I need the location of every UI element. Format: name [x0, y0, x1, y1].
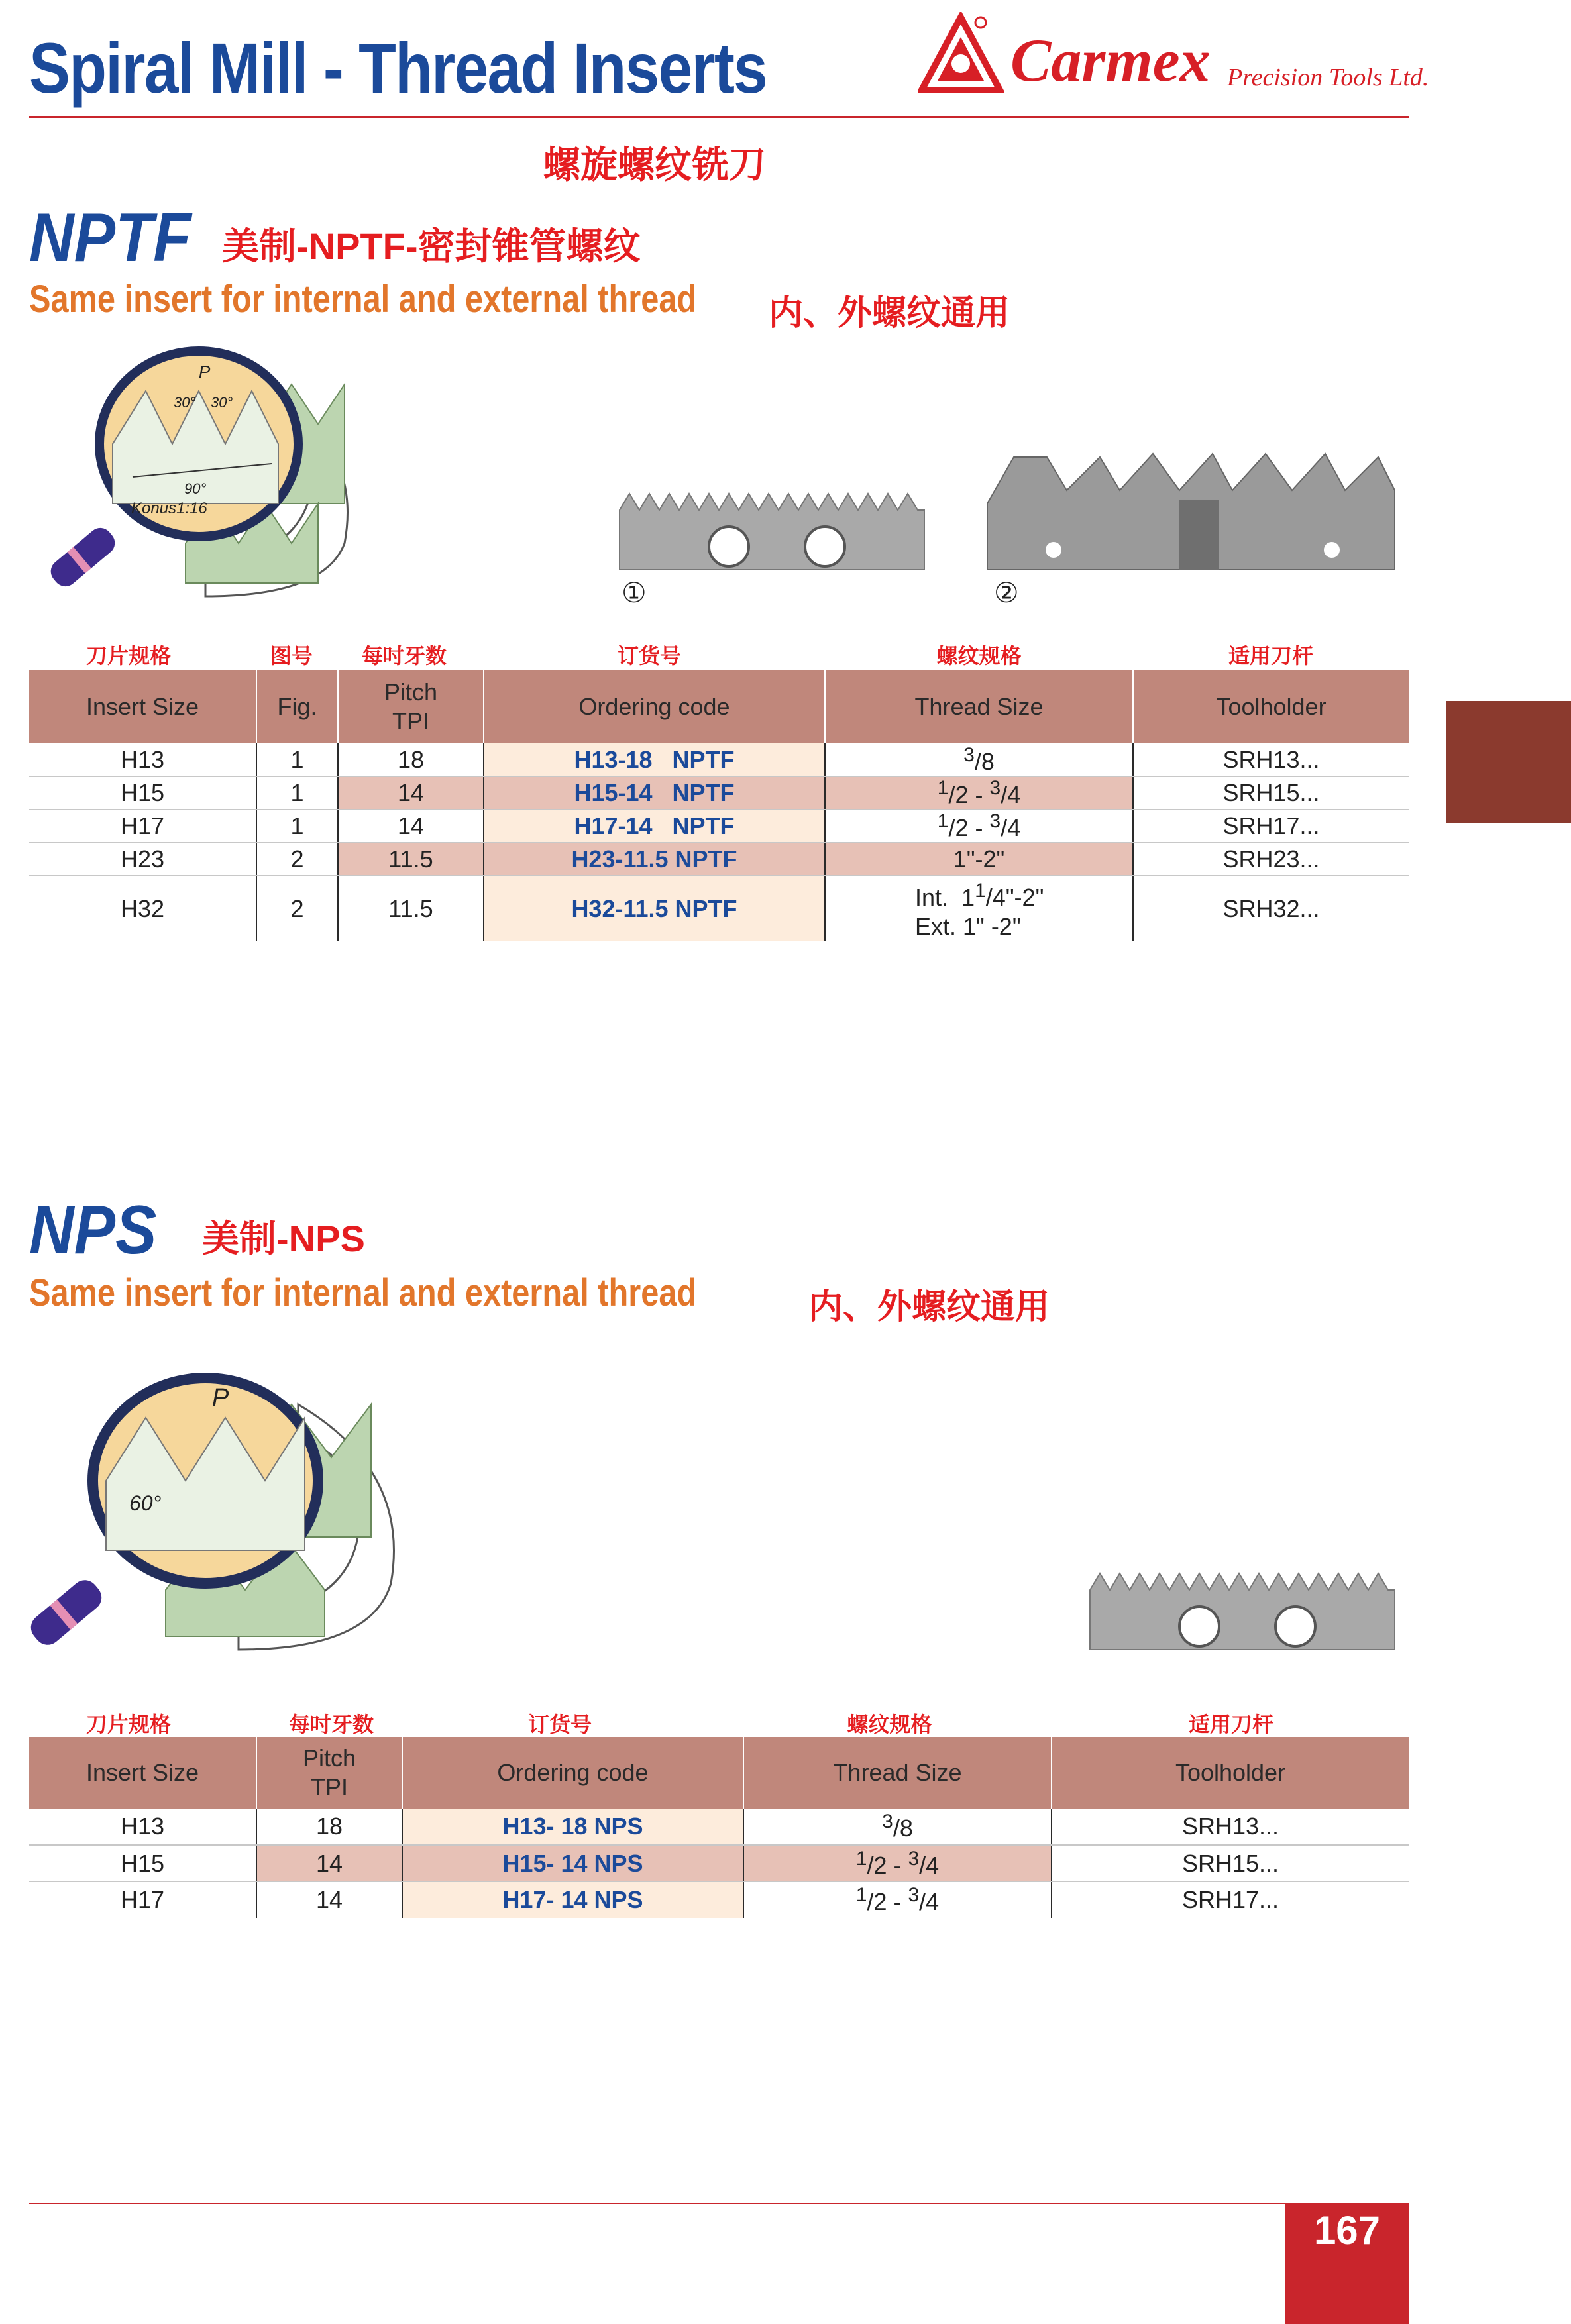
nps-series-title: NPS: [29, 1192, 157, 1269]
nptf-cell-code: H32-11.5 NPTF: [484, 876, 825, 941]
nptf-cell-thread: $^1$/2 - $^3$/4: [825, 810, 1133, 843]
nps-table: [29, 1737, 1409, 1918]
nps-cell-code: H17- 14 NPS: [402, 1881, 743, 1918]
nptf-diagram-angle-left: 30°: [174, 394, 196, 411]
nptf-diagram-angle-bottom: 90°: [184, 480, 207, 497]
table-row: [29, 876, 1409, 941]
nps-cell-tpi: 18: [256, 1809, 402, 1845]
nptf-th-pitch: Pitch: [384, 678, 438, 706]
table-row: [29, 1845, 1409, 1881]
nptf-table: [29, 670, 1409, 941]
nps-cell-holder: SRH13...: [1052, 1809, 1409, 1845]
page-number: 167: [1313, 2208, 1381, 2252]
nptf-cell-holder: SRH13...: [1133, 743, 1409, 776]
nps-cell-size: H15: [29, 1845, 256, 1881]
nptf-cell-tpi: 11.5: [338, 843, 484, 876]
nps-th-holder: Toolholder: [1052, 1737, 1409, 1809]
nptf-subtitle-cn: 内、外螺纹通用: [769, 294, 1010, 333]
section-tab: [1446, 701, 1571, 823]
nps-col-cn-thread: 螺纹规格: [847, 1713, 932, 1736]
nptf-cell-fig: 1: [256, 743, 338, 776]
nps-cell-code: H13- 18 NPS: [402, 1809, 743, 1845]
nptf-cell-tpi: 14: [338, 776, 484, 810]
nptf-col-cn-holder: 适用刀杆: [1228, 644, 1313, 668]
nptf-th-tpi: [338, 670, 484, 743]
nptf-cell-code: H23-11.5 NPTF: [484, 843, 825, 876]
nptf-th-size: Insert Size: [29, 670, 256, 743]
nps-cell-tpi: 14: [256, 1845, 402, 1881]
nptf-cell-holder: SRH32...: [1133, 876, 1409, 941]
nps-th-tpi: [256, 1737, 402, 1809]
nps-insert-image: [1087, 1563, 1398, 1656]
page-title: Spiral Mill - Thread Inserts: [29, 28, 767, 108]
table-row: [29, 810, 1409, 843]
nps-col-cn-holder: 适用刀杆: [1188, 1713, 1273, 1736]
nptf-th-fig: Fig.: [256, 670, 338, 743]
nptf-cell-holder: SRH23...: [1133, 843, 1409, 876]
nps-col-cn-code: 订货号: [527, 1713, 592, 1736]
nptf-cell-code: H15-14 NPTF: [484, 776, 825, 810]
nptf-diagram-taper: Konus1:16: [131, 500, 207, 517]
nptf-cell-fig: 2: [256, 876, 338, 941]
nps-subtitle: Same insert for internal and external thread: [29, 1271, 697, 1314]
nps-th-pitch: Pitch: [302, 1744, 356, 1771]
nptf-cell-size: H32: [120, 895, 165, 922]
nptf-diagram-pitch: P: [199, 362, 211, 382]
nps-th-code: Ordering code: [402, 1737, 743, 1809]
nptf-series-title: NPTF: [29, 199, 191, 276]
nptf-subtitle: Same insert for internal and external thread: [29, 278, 697, 321]
nptf-cell-thread: $^1$/2 - $^3$/4: [825, 776, 1133, 810]
table-row: [29, 743, 1409, 776]
nptf-cell-size: H23: [29, 843, 256, 876]
nps-series-cn: 美制-NPS: [202, 1218, 365, 1259]
nptf-col-cn-fig: 图号: [270, 644, 313, 668]
nptf-col-cn-thread: 螺纹规格: [936, 644, 1022, 668]
nps-cell-thread: $^3$/8: [743, 1809, 1052, 1845]
nps-cell-code: H15- 14 NPS: [402, 1845, 743, 1881]
nptf-cell-fig: 1: [256, 810, 338, 843]
nptf-cell-thread: Int. $1^1/4"-2$" Ext. 1" -2": [825, 876, 1133, 941]
nptf-cell-tpi: 18: [338, 743, 484, 776]
nptf-cell-tpi: 11.5: [338, 876, 484, 941]
nptf-cell-thread: $^3$/8: [825, 743, 1133, 776]
nps-cell-thread: $^1$/2 - $^3$/4: [743, 1845, 1052, 1881]
nps-th-tpi-label: TPI: [310, 1773, 348, 1801]
fig-label-2: ②: [994, 577, 1019, 608]
nps-cell-holder: SRH15...: [1052, 1845, 1409, 1881]
brand-subtitle: Precision Tools Ltd.: [1227, 64, 1429, 91]
nptf-col-cn-size: 刀片规格: [85, 644, 171, 668]
nptf-cell-code: H17-14 NPTF: [484, 810, 825, 843]
nps-diagram-angle: 60°: [129, 1491, 162, 1515]
nps-th-thread: Thread Size: [743, 1737, 1052, 1809]
nptf-cell-fig: 2: [256, 843, 338, 876]
nptf-diagram-angle-right: 30°: [211, 394, 233, 411]
brand-name: Carmex: [1010, 26, 1211, 94]
nptf-th-tpi-label: TPI: [392, 708, 429, 735]
nptf-cell-holder: SRH15...: [1133, 776, 1409, 810]
table-row: [29, 776, 1409, 810]
nptf-cell-size: H17: [29, 810, 256, 843]
nptf-table-header: [29, 670, 1409, 743]
footer-rule: [29, 2203, 1285, 2204]
carmex-logo-icon: [918, 12, 1004, 95]
title-cn: 螺旋螺纹铣刀: [543, 144, 766, 185]
nptf-cell-size: H15: [29, 776, 256, 810]
nptf-thread-diagram: [33, 344, 371, 623]
nps-subtitle-cn: 内、外螺纹通用: [808, 1288, 1050, 1326]
nptf-cell-size: H13: [29, 743, 256, 776]
nptf-col-cn-code: 订货号: [617, 644, 681, 668]
table-row: [29, 1881, 1409, 1918]
nptf-cell-code: H13-18 NPTF: [484, 743, 825, 776]
nps-th-size: Insert Size: [29, 1737, 256, 1809]
nps-table-header: [29, 1737, 1409, 1809]
nps-cell-thread: $^1$/2 - $^3$/4: [743, 1881, 1052, 1918]
nptf-cell-holder: SRH17...: [1133, 810, 1409, 843]
nptf-col-cn-tpi: 每吋牙数: [361, 644, 447, 668]
nps-cell-size: H13: [29, 1809, 256, 1845]
nptf-th-code: Ordering code: [484, 670, 825, 743]
nps-col-cn-size: 刀片规格: [85, 1713, 171, 1736]
table-row: [29, 1809, 1409, 1845]
nps-diagram-pitch: P: [212, 1384, 229, 1412]
nps-cell-holder: SRH17...: [1052, 1881, 1409, 1918]
nptf-th-holder: Toolholder: [1133, 670, 1409, 743]
nptf-cell-thread: 1"-2": [825, 843, 1133, 876]
fig-label-1: ①: [622, 577, 647, 608]
header-rule: [29, 116, 1409, 118]
nptf-series-cn: 美制-NPTF-密封锥管螺纹: [222, 225, 641, 267]
nps-cell-tpi: 14: [256, 1881, 402, 1918]
nptf-cell-fig: 1: [256, 776, 338, 810]
nps-thread-diagram: [20, 1365, 411, 1683]
table-row: [29, 843, 1409, 876]
nptf-cell-tpi: 14: [338, 810, 484, 843]
nptf-th-thread: Thread Size: [825, 670, 1133, 743]
nptf-insert-fig2-image: [987, 444, 1398, 576]
nps-col-cn-tpi: 每吋牙数: [288, 1713, 374, 1736]
nps-cell-size: H17: [120, 1886, 165, 1913]
nptf-insert-fig1-image: [616, 484, 928, 576]
